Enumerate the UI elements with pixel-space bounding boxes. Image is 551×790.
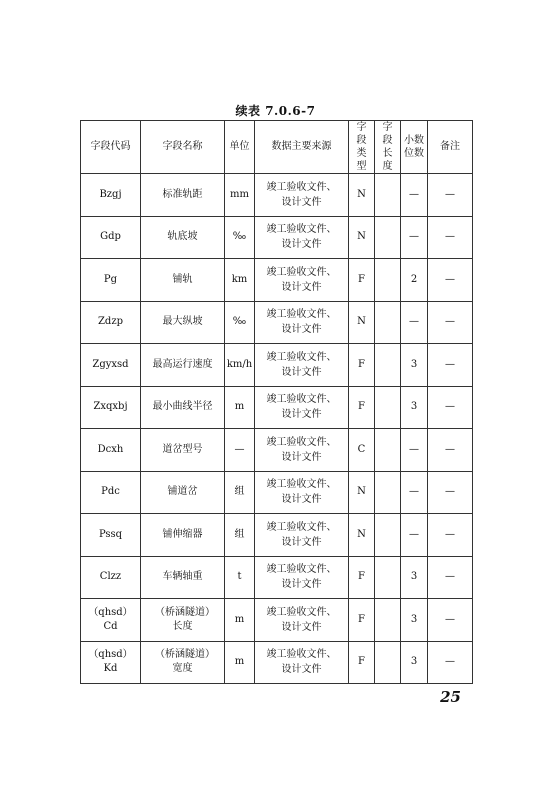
table-body — [81, 174, 473, 684]
table-row — [81, 259, 473, 302]
table-cell: （qhsd）Kd — [81, 641, 141, 684]
column-header: 小数位数 — [401, 121, 428, 174]
table-cell: 铺轨 — [141, 259, 225, 302]
table-cell: 竣工验收文件、设计文件 — [255, 556, 349, 599]
table-cell — [375, 429, 401, 472]
table-cell: 竣工验收文件、设计文件 — [255, 386, 349, 429]
table-cell — [375, 344, 401, 387]
table-cell: F — [349, 386, 375, 429]
table-cell: 竣工验收文件、设计文件 — [255, 471, 349, 514]
table-cell: — — [428, 514, 473, 557]
table-header — [81, 121, 473, 174]
table-row — [81, 174, 473, 217]
table-cell: ‰ — [225, 216, 255, 259]
table-row — [81, 471, 473, 514]
table-cell: m — [225, 641, 255, 684]
table-cell: F — [349, 556, 375, 599]
table-cell: 组 — [225, 514, 255, 557]
table-cell: F — [349, 599, 375, 642]
table-cell — [375, 556, 401, 599]
table-cell: — — [428, 556, 473, 599]
table-cell: 3 — [401, 641, 428, 684]
table-cell: — — [428, 599, 473, 642]
table-cell: F — [349, 344, 375, 387]
table-row — [81, 301, 473, 344]
column-header: 字段代码 — [81, 121, 141, 174]
table-cell: — — [401, 216, 428, 259]
table-cell — [375, 301, 401, 344]
table-cell: 道岔型号 — [141, 429, 225, 472]
table-cell: 最高运行速度 — [141, 344, 225, 387]
column-header: 单位 — [225, 121, 255, 174]
table-cell: 轨底坡 — [141, 216, 225, 259]
table-cell: Bzgj — [81, 174, 141, 217]
table-cell: 3 — [401, 556, 428, 599]
table-cell: 铺道岔 — [141, 471, 225, 514]
table-cell: 最小曲线半径 — [141, 386, 225, 429]
table-cell — [375, 641, 401, 684]
table-cell — [375, 599, 401, 642]
table-cell: — — [428, 641, 473, 684]
table-row — [81, 429, 473, 472]
table-cell: — — [428, 174, 473, 217]
table-cell: — — [428, 471, 473, 514]
table-cell: — — [225, 429, 255, 472]
column-header: 字段长度 — [375, 121, 401, 174]
header-row — [81, 121, 473, 174]
table-cell: Dcxh — [81, 429, 141, 472]
table-row — [81, 514, 473, 557]
table-cell: 最大纵坡 — [141, 301, 225, 344]
table-cell: 竣工验收文件、设计文件 — [255, 514, 349, 557]
table-cell: F — [349, 641, 375, 684]
table-cell: （qhsd）Cd — [81, 599, 141, 642]
table-cell: km — [225, 259, 255, 302]
table-cell: — — [401, 471, 428, 514]
table-cell: — — [401, 301, 428, 344]
table-cell: 3 — [401, 599, 428, 642]
page-number: 25 — [440, 688, 461, 706]
table-cell: — — [428, 386, 473, 429]
table-cell: — — [401, 429, 428, 472]
table-cell: m — [225, 599, 255, 642]
table-cell: 3 — [401, 344, 428, 387]
table-cell: Zxqxbj — [81, 386, 141, 429]
table-cell: 车辆轴重 — [141, 556, 225, 599]
table-cell: 标准轨距 — [141, 174, 225, 217]
field-spec-table — [80, 120, 473, 684]
table-cell: N — [349, 216, 375, 259]
table-row — [81, 344, 473, 387]
table-cell: Gdp — [81, 216, 141, 259]
table-cell: 竣工验收文件、设计文件 — [255, 599, 349, 642]
table-cell: 竣工验收文件、设计文件 — [255, 429, 349, 472]
column-header: 字段名称 — [141, 121, 225, 174]
column-header: 字段类型 — [349, 121, 375, 174]
table-cell: — — [428, 301, 473, 344]
table-cell — [375, 216, 401, 259]
table-cell: 竣工验收文件、设计文件 — [255, 344, 349, 387]
table-cell: N — [349, 174, 375, 217]
table-cell: Pdc — [81, 471, 141, 514]
table-cell — [375, 174, 401, 217]
table-cell: F — [349, 259, 375, 302]
table-cell: 竣工验收文件、设计文件 — [255, 301, 349, 344]
table-cell: 竣工验收文件、设计文件 — [255, 174, 349, 217]
table-cell: — — [428, 259, 473, 302]
table-cell: — — [428, 216, 473, 259]
table-cell: （桥涵隧道）宽度 — [141, 641, 225, 684]
table-cell: Zdzp — [81, 301, 141, 344]
table-cell: mm — [225, 174, 255, 217]
table-cell: — — [428, 344, 473, 387]
column-header: 数据主要来源 — [255, 121, 349, 174]
table-cell — [375, 471, 401, 514]
table-caption: 续表 7.0.6-7 — [235, 104, 316, 118]
table-cell — [375, 386, 401, 429]
table-cell: （桥涵隧道）长度 — [141, 599, 225, 642]
table-cell: N — [349, 471, 375, 514]
table-cell: 竣工验收文件、设计文件 — [255, 641, 349, 684]
table-cell: 竣工验收文件、设计文件 — [255, 216, 349, 259]
table-row — [81, 599, 473, 642]
table-row — [81, 386, 473, 429]
table-cell — [375, 514, 401, 557]
table-row — [81, 556, 473, 599]
table-cell: 组 — [225, 471, 255, 514]
table-cell: Pssq — [81, 514, 141, 557]
table-cell: km/h — [225, 344, 255, 387]
table-cell: 铺伸缩器 — [141, 514, 225, 557]
table-row — [81, 216, 473, 259]
table-cell: ‰ — [225, 301, 255, 344]
table-cell: Clzz — [81, 556, 141, 599]
table-cell: m — [225, 386, 255, 429]
table-cell: — — [401, 174, 428, 217]
table-cell: 竣工验收文件、设计文件 — [255, 259, 349, 302]
table-cell: Pg — [81, 259, 141, 302]
table-row — [81, 641, 473, 684]
table-cell: N — [349, 301, 375, 344]
table-cell: C — [349, 429, 375, 472]
column-header: 备注 — [428, 121, 473, 174]
table-cell: t — [225, 556, 255, 599]
table-cell — [375, 259, 401, 302]
table-cell: 2 — [401, 259, 428, 302]
table-cell: N — [349, 514, 375, 557]
table-cell: 3 — [401, 386, 428, 429]
table-cell: — — [428, 429, 473, 472]
table-cell: — — [401, 514, 428, 557]
table-cell: Zgyxsd — [81, 344, 141, 387]
